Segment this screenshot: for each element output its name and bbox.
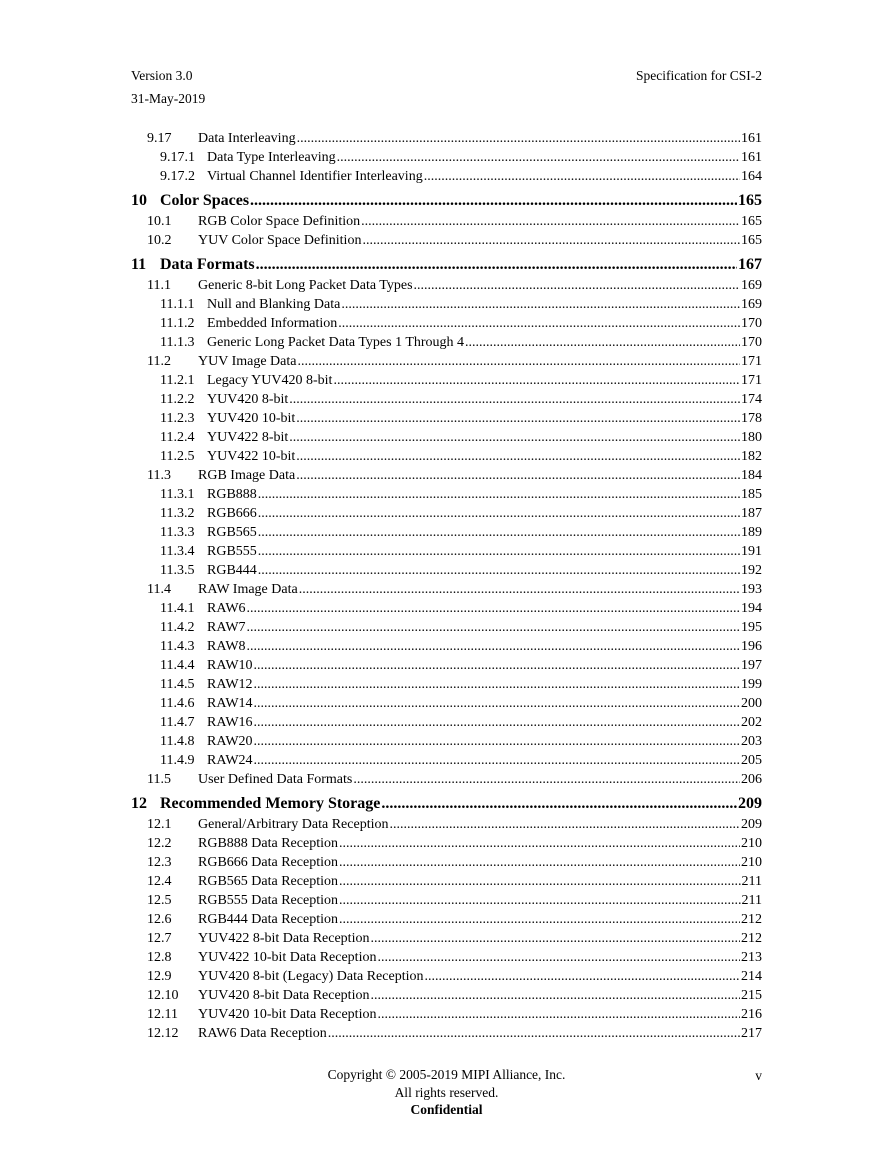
toc-entry[interactable] — [131, 601, 762, 620]
toc-dot-leader — [258, 506, 740, 522]
toc-dot-leader — [289, 392, 740, 408]
toc-entry-title: RGB888 — [207, 487, 257, 502]
toc-entry-number: 12.9 — [147, 969, 172, 984]
toc-dot-leader — [338, 316, 740, 332]
toc-entry-number: 11.4.6 — [160, 696, 195, 711]
toc-entry[interactable] — [131, 1026, 762, 1045]
toc-entry[interactable] — [131, 791, 762, 817]
toc-entry-title: RAW20 — [207, 734, 253, 749]
toc-entry-page: 212 — [741, 931, 762, 946]
toc-entry-page: 180 — [741, 430, 762, 445]
toc-entry-page: 215 — [741, 988, 762, 1003]
toc-dot-leader — [296, 468, 740, 484]
toc-dot-leader — [424, 969, 740, 985]
toc-entry-page: 161 — [741, 131, 762, 146]
toc-entry-title: YUV420 8-bit — [207, 392, 289, 407]
toc-dot-leader — [339, 893, 741, 909]
toc-entry-number: 10.1 — [147, 214, 172, 229]
toc-entry-title: RGB444 Data Reception — [198, 912, 338, 927]
toc-entry-number: 11.2.4 — [160, 430, 195, 445]
toc-entry-title: YUV422 10-bit Data Reception — [198, 950, 377, 965]
toc-entry-number: 11.1.1 — [160, 297, 195, 312]
toc-entry-number: 12.12 — [147, 1026, 179, 1041]
toc-entry-title: YUV422 8-bit — [207, 430, 289, 445]
toc-entry[interactable] — [131, 950, 762, 969]
toc-entry-page: 170 — [741, 335, 762, 350]
toc-dot-leader — [254, 658, 740, 674]
toc-entry[interactable] — [131, 1007, 762, 1026]
toc-entry-title: RAW10 — [207, 658, 253, 673]
toc-entry-title: YUV420 10-bit Data Reception — [198, 1007, 377, 1022]
toc-entry[interactable] — [131, 874, 762, 893]
toc-dot-leader — [289, 430, 740, 446]
toc-entry[interactable] — [131, 582, 762, 601]
toc-entry-number: 11.4.4 — [160, 658, 195, 673]
toc-entry[interactable] — [131, 188, 762, 214]
toc-entry-title: RGB555 — [207, 544, 257, 559]
toc-entry-number: 11.3.4 — [160, 544, 195, 559]
toc-entry-page: 211 — [741, 874, 762, 889]
toc-dot-leader — [247, 639, 740, 655]
toc-entry-page: 182 — [741, 449, 762, 464]
toc-entry[interactable] — [131, 563, 762, 582]
toc-entry[interactable] — [131, 969, 762, 988]
toc-entry[interactable] — [131, 525, 762, 544]
toc-entry[interactable] — [131, 893, 762, 912]
toc-entry-title: Generic Long Packet Data Types 1 Through 4 — [207, 335, 465, 350]
toc-dot-leader — [389, 817, 740, 833]
toc-entry-number: 12.2 — [147, 836, 172, 851]
header-spec-title: Specification for CSI-2 — [636, 68, 762, 83]
toc-dot-leader — [333, 373, 740, 389]
toc-entry[interactable] — [131, 772, 762, 791]
toc-entry[interactable] — [131, 335, 762, 354]
toc-entry-page: 185 — [741, 487, 762, 502]
toc-entry[interactable] — [131, 252, 762, 278]
toc-entry[interactable] — [131, 411, 762, 430]
toc-entry-page: 209 — [741, 817, 762, 832]
toc-entry[interactable] — [131, 931, 762, 950]
toc-entry[interactable] — [131, 855, 762, 874]
toc-entry-title: RAW16 — [207, 715, 253, 730]
toc-entry[interactable] — [131, 430, 762, 449]
toc-entry-title: RAW7 — [207, 620, 246, 635]
toc-entry-title: Color Spaces — [160, 192, 250, 209]
toc-entry[interactable] — [131, 658, 762, 677]
toc-dot-leader — [254, 715, 740, 731]
toc-entry[interactable] — [131, 715, 762, 734]
toc-dot-leader — [339, 836, 740, 852]
toc-entry-title: RAW14 — [207, 696, 253, 711]
toc-dot-leader — [465, 335, 740, 351]
toc-dot-leader — [424, 169, 740, 185]
toc-entry[interactable] — [131, 544, 762, 563]
toc-entry-title: Embedded Information — [207, 316, 338, 331]
toc-entry[interactable] — [131, 131, 762, 150]
toc-dot-leader — [296, 449, 740, 465]
toc-entry-page: 212 — [741, 912, 762, 927]
toc-entry-number: 10 — [131, 192, 147, 209]
table-of-contents — [131, 131, 762, 1045]
toc-dot-leader — [258, 563, 740, 579]
toc-entry[interactable] — [131, 316, 762, 335]
header-date: 31-May-2019 — [131, 91, 206, 106]
toc-dot-leader — [339, 855, 740, 871]
toc-dot-leader — [247, 601, 740, 617]
toc-entry-title: RGB Image Data — [198, 468, 296, 483]
toc-entry-page: 174 — [741, 392, 762, 407]
toc-entry-title: Data Interleaving — [198, 131, 296, 146]
toc-dot-leader — [341, 297, 740, 313]
toc-entry-page: 165 — [741, 233, 762, 248]
toc-entry-number: 9.17.1 — [160, 150, 195, 165]
toc-entry[interactable] — [131, 297, 762, 316]
toc-dot-leader — [337, 150, 740, 166]
toc-entry-number: 10.2 — [147, 233, 172, 248]
toc-entry[interactable] — [131, 487, 762, 506]
toc-dot-leader — [339, 912, 740, 928]
toc-entry-page: 189 — [741, 525, 762, 540]
toc-entry-number: 11.4.8 — [160, 734, 195, 749]
toc-entry-page: 169 — [741, 297, 762, 312]
toc-entry-title: RAW6 — [207, 601, 246, 616]
toc-entry-number: 11.5 — [147, 772, 171, 787]
toc-dot-leader — [258, 544, 740, 560]
toc-dot-leader — [254, 734, 740, 750]
toc-entry[interactable] — [131, 506, 762, 525]
toc-entry-title: Virtual Channel Identifier Interleaving — [207, 169, 423, 184]
toc-entry-title: RAW24 — [207, 753, 253, 768]
toc-dot-leader — [377, 950, 740, 966]
toc-entry-number: 11.3.1 — [160, 487, 195, 502]
toc-entry-title: YUV420 10-bit — [207, 411, 296, 426]
toc-entry-number: 11.3.5 — [160, 563, 195, 578]
toc-entry-number: 11.4.1 — [160, 601, 195, 616]
toc-entry-title: General/Arbitrary Data Reception — [198, 817, 389, 832]
toc-entry-title: RGB666 — [207, 506, 257, 521]
toc-entry-page: 170 — [741, 316, 762, 331]
toc-entry-page: 171 — [741, 354, 762, 369]
toc-entry-number: 12.3 — [147, 855, 172, 870]
toc-entry-page: 205 — [741, 753, 762, 768]
toc-entry-number: 9.17.2 — [160, 169, 195, 184]
toc-entry-page: 197 — [741, 658, 762, 673]
toc-entry-title: User Defined Data Formats — [198, 772, 353, 787]
toc-entry[interactable] — [131, 817, 762, 836]
toc-entry-number: 11.4.9 — [160, 753, 195, 768]
toc-entry[interactable] — [131, 373, 762, 392]
toc-entry-page: 209 — [738, 795, 762, 812]
toc-entry-title: RGB555 Data Reception — [198, 893, 338, 908]
toc-dot-leader — [370, 931, 740, 947]
toc-entry[interactable] — [131, 392, 762, 411]
toc-dot-leader — [298, 354, 741, 370]
toc-entry-page: 211 — [741, 893, 762, 908]
toc-entry-number: 12.4 — [147, 874, 172, 889]
toc-entry-page: 210 — [741, 855, 762, 870]
toc-entry[interactable] — [131, 278, 762, 297]
toc-entry[interactable] — [131, 912, 762, 931]
toc-entry-title: YUV Image Data — [198, 354, 297, 369]
footer-rights: All rights reserved. — [394, 1085, 499, 1100]
toc-dot-leader — [258, 487, 740, 503]
toc-entry[interactable] — [131, 639, 762, 658]
toc-entry-number: 12 — [131, 795, 147, 812]
toc-dot-leader — [414, 278, 740, 294]
toc-entry[interactable] — [131, 677, 762, 696]
toc-entry-page: 202 — [741, 715, 762, 730]
toc-entry[interactable] — [131, 468, 762, 487]
toc-dot-leader — [296, 411, 740, 427]
toc-entry[interactable] — [131, 354, 762, 373]
header-version: Version 3.0 — [131, 68, 193, 83]
toc-entry[interactable] — [131, 449, 762, 468]
toc-entry-page: 167 — [738, 256, 762, 273]
toc-entry-number: 11.4.7 — [160, 715, 195, 730]
toc-entry-title: Data Type Interleaving — [207, 150, 336, 165]
toc-entry-number: 11.2.5 — [160, 449, 195, 464]
toc-entry-number: 11.2 — [147, 354, 171, 369]
toc-entry-number: 11 — [131, 256, 147, 273]
toc-entry-page: 184 — [741, 468, 762, 483]
toc-dot-leader — [254, 696, 740, 712]
toc-entry-page: 161 — [741, 150, 762, 165]
toc-dot-leader — [361, 214, 740, 230]
toc-entry-page: 192 — [741, 563, 762, 578]
toc-entry-page: 213 — [741, 950, 762, 965]
footer-confidential: Confidential — [410, 1102, 483, 1117]
toc-entry-number: 11.4.3 — [160, 639, 195, 654]
toc-dot-leader — [247, 620, 740, 636]
toc-entry-number: 12.6 — [147, 912, 172, 927]
toc-entry-number: 11.1 — [147, 278, 171, 293]
toc-dot-leader — [339, 874, 741, 890]
toc-entry-title: RAW6 Data Reception — [198, 1026, 327, 1041]
toc-entry-title: RGB565 Data Reception — [198, 874, 338, 889]
toc-entry-page: 214 — [741, 969, 762, 984]
toc-entry-page: 191 — [741, 544, 762, 559]
toc-dot-leader — [258, 525, 740, 541]
toc-entry-number: 11.2.1 — [160, 373, 195, 388]
toc-entry-page: 210 — [741, 836, 762, 851]
toc-dot-leader — [299, 582, 740, 598]
toc-dot-leader — [328, 1026, 740, 1042]
toc-entry-number: 11.4 — [147, 582, 171, 597]
toc-entry[interactable] — [131, 214, 762, 233]
toc-entry-page: 171 — [741, 373, 762, 388]
toc-dot-leader — [256, 256, 737, 274]
toc-entry-page: 206 — [741, 772, 762, 787]
toc-entry-number: 11.1.3 — [160, 335, 195, 350]
toc-entry-page: 216 — [741, 1007, 762, 1022]
toc-entry-page: 169 — [741, 278, 762, 293]
toc-entry[interactable] — [131, 836, 762, 855]
toc-entry-page: 199 — [741, 677, 762, 692]
toc-entry[interactable] — [131, 169, 762, 188]
toc-entry-title: RGB888 Data Reception — [198, 836, 338, 851]
toc-entry-number: 11.1.2 — [160, 316, 195, 331]
toc-entry-title: YUV Color Space Definition — [198, 233, 362, 248]
toc-entry-number: 11.3.2 — [160, 506, 195, 521]
toc-entry-page: 178 — [741, 411, 762, 426]
toc-entry-number: 11.2.3 — [160, 411, 195, 426]
toc-entry-number: 9.17 — [147, 131, 172, 146]
toc-entry-title: RAW12 — [207, 677, 253, 692]
toc-entry-page: 165 — [738, 192, 762, 209]
toc-entry-title: Recommended Memory Storage — [160, 795, 381, 812]
toc-entry-title: Legacy YUV420 8-bit — [207, 373, 333, 388]
toc-entry-title: RGB565 — [207, 525, 257, 540]
footer-copyright: Copyright © 2005-2019 MIPI Alliance, Inc. — [327, 1067, 566, 1082]
toc-entry-title: RGB Color Space Definition — [198, 214, 361, 229]
toc-entry-page: 203 — [741, 734, 762, 749]
toc-dot-leader — [250, 192, 737, 210]
toc-entry-title: Null and Blanking Data — [207, 297, 341, 312]
toc-entry-number: 12.5 — [147, 893, 172, 908]
toc-entry-number: 11.3 — [147, 468, 171, 483]
toc-entry-page: 164 — [741, 169, 762, 184]
toc-entry[interactable] — [131, 150, 762, 169]
toc-entry-title: RGB444 — [207, 563, 257, 578]
toc-entry-title: RGB666 Data Reception — [198, 855, 338, 870]
toc-entry-title: Data Formats — [160, 256, 255, 273]
toc-entry-page: 200 — [741, 696, 762, 711]
toc-entry-number: 11.4.5 — [160, 677, 195, 692]
toc-entry-number: 12.10 — [147, 988, 179, 1003]
toc-entry-title: YUV420 8-bit (Legacy) Data Reception — [198, 969, 424, 984]
toc-dot-leader — [370, 988, 740, 1004]
toc-entry-number: 11.2.2 — [160, 392, 195, 407]
toc-entry-number: 12.1 — [147, 817, 172, 832]
toc-entry-page: 195 — [741, 620, 762, 635]
toc-entry-page: 187 — [741, 506, 762, 521]
toc-entry-number: 11.3.3 — [160, 525, 195, 540]
toc-dot-leader — [381, 795, 737, 813]
toc-entry-number: 11.4.2 — [160, 620, 195, 635]
toc-entry[interactable] — [131, 696, 762, 715]
toc-entry-title: YUV420 8-bit Data Reception — [198, 988, 370, 1003]
toc-entry[interactable] — [131, 233, 762, 252]
toc-entry-number: 12.11 — [147, 1007, 178, 1022]
toc-dot-leader — [254, 753, 740, 769]
toc-dot-leader — [254, 677, 740, 693]
toc-entry[interactable] — [131, 753, 762, 772]
toc-entry-page: 194 — [741, 601, 762, 616]
toc-entry-page: 217 — [741, 1026, 762, 1041]
toc-entry-title: Generic 8-bit Long Packet Data Types — [198, 278, 413, 293]
toc-dot-leader — [297, 131, 740, 147]
toc-entry-title: YUV422 10-bit — [207, 449, 296, 464]
toc-entry-number: 12.7 — [147, 931, 172, 946]
toc-entry[interactable] — [131, 620, 762, 639]
toc-entry-page: 196 — [741, 639, 762, 654]
page-number: v — [755, 1068, 762, 1083]
toc-entry-title: RAW8 — [207, 639, 246, 654]
toc-entry-page: 193 — [741, 582, 762, 597]
toc-entry[interactable] — [131, 734, 762, 753]
toc-dot-leader — [362, 233, 740, 249]
toc-dot-leader — [353, 772, 740, 788]
toc-entry-title: YUV422 8-bit Data Reception — [198, 931, 370, 946]
toc-dot-leader — [377, 1007, 740, 1023]
toc-entry-title: RAW Image Data — [198, 582, 298, 597]
toc-entry-number: 12.8 — [147, 950, 172, 965]
toc-entry-page: 165 — [741, 214, 762, 229]
toc-entry[interactable] — [131, 988, 762, 1007]
